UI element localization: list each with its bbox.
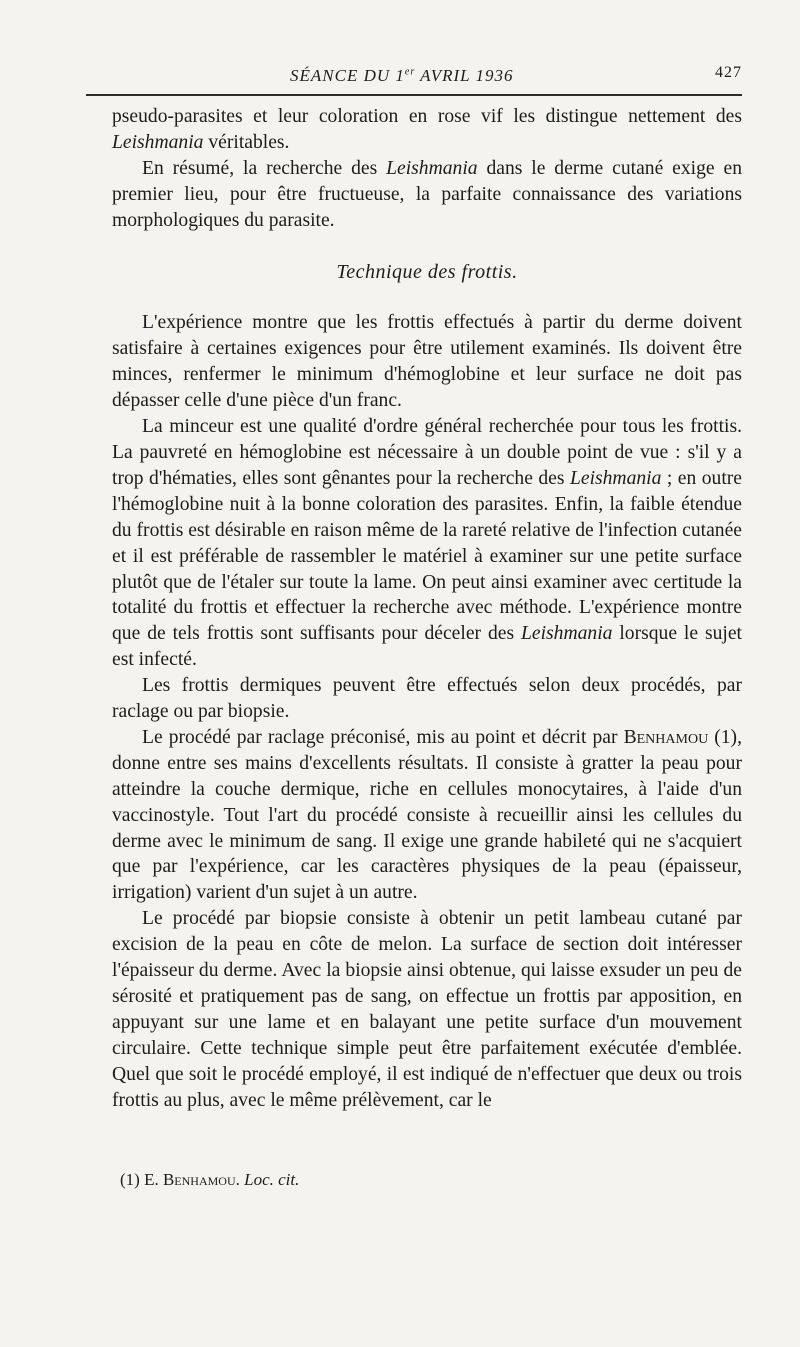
footnote: (1) E. Benhamou. Loc. cit. (120, 1170, 300, 1189)
running-head (112, 60, 742, 90)
section-heading: Technique des frottis. (336, 260, 518, 283)
paragraph-2: En résumé, la recherche des Leishmania dans le derme cutané exige en premier lieu, pour être fructueuse, la parfaite connaissance des variations morphologiques du parasite. (112, 157, 742, 231)
body-text (112, 104, 742, 1114)
page (112, 60, 742, 1189)
page-number: 427 (715, 64, 742, 81)
paragraph-4: La minceur est une qualité d'ordre général recherchée pour tous les frottis. La pauvreté en hémoglobine est nécessaire à un double point de vue : s'il y a trop d'hématies, elles sont gênantes pour la recherche des Leishmania ; en outre l'hémoglobine nuit à la bonne coloration des parasites. Enfin, la faible étendue du frottis est désirable en raison même de la rareté relative de l'infection cutanée et il est préférable de rassembler le matériel à examiner sur une petite surface plutôt que de l'étaler sur toute la lame. On peut ainsi examiner avec certitude la totalité du frottis et effectuer la recherche avec méthode. L'expérience montre que de tels frottis sont suffisants pour déceler des Leishmania lorsque le sujet est infecté. (112, 416, 742, 671)
paragraph-3: L'expérience montre que les frottis effectués à partir du derme doivent satisfaire à certaines exigences pour être utilement examinés. Ils doivent être minces, renfermer le minimum d'hémoglobine et leur surface ne doit pas dépasser celle d'une pièce d'un franc. (112, 312, 742, 412)
header-rule (86, 94, 742, 96)
paragraph-5: Les frottis dermiques peuvent être effectués selon deux procédés, par raclage ou par biopsie. (112, 675, 742, 723)
running-title: SÉANCE DU 1er AVRIL 1936 (290, 66, 514, 85)
paragraph-6: Le procédé par raclage préconisé, mis au point et décrit par Benhamou (1), donne entre ses mains d'excellents résultats. Il consiste à gratter la peau pour atteindre la couche dermique, riche en cellules monocytaires, à l'aide d'un vaccinostyle. Tout l'art du procédé consiste à recueillir ainsi les cellules du derme avec le minimum de sang. Il exige une grande habileté qui ne s'acquiert que par l'expérience, car les caractères physiques de la peau (épaisseur, irrigation) varient d'un sujet à un autre. (112, 726, 742, 904)
paragraph-1: pseudo-parasites et leur coloration en rose vif les distingue nettement des Leishmania véritables. (112, 106, 742, 153)
paragraph-7: Le procédé par biopsie consiste à obtenir un petit lambeau cutané par excision de la peau en côte de melon. La surface de section doit intéresser l'épaisseur du derme. Avec la biopsie ainsi obtenue, qui laisse exsuder un peu de sérosité et pratiquement pas de sang, on effectue un frottis par apposition, en appuyant sur une lame et en balayant une petite surface d'un mouvement circulaire. Cette technique simple peut être parfaitement exécutée d'emblée. Quel que soit le procédé employé, il est indiqué de n'effectuer que deux ou trois frottis au plus, avec le même prélèvement, car le (112, 908, 742, 1111)
